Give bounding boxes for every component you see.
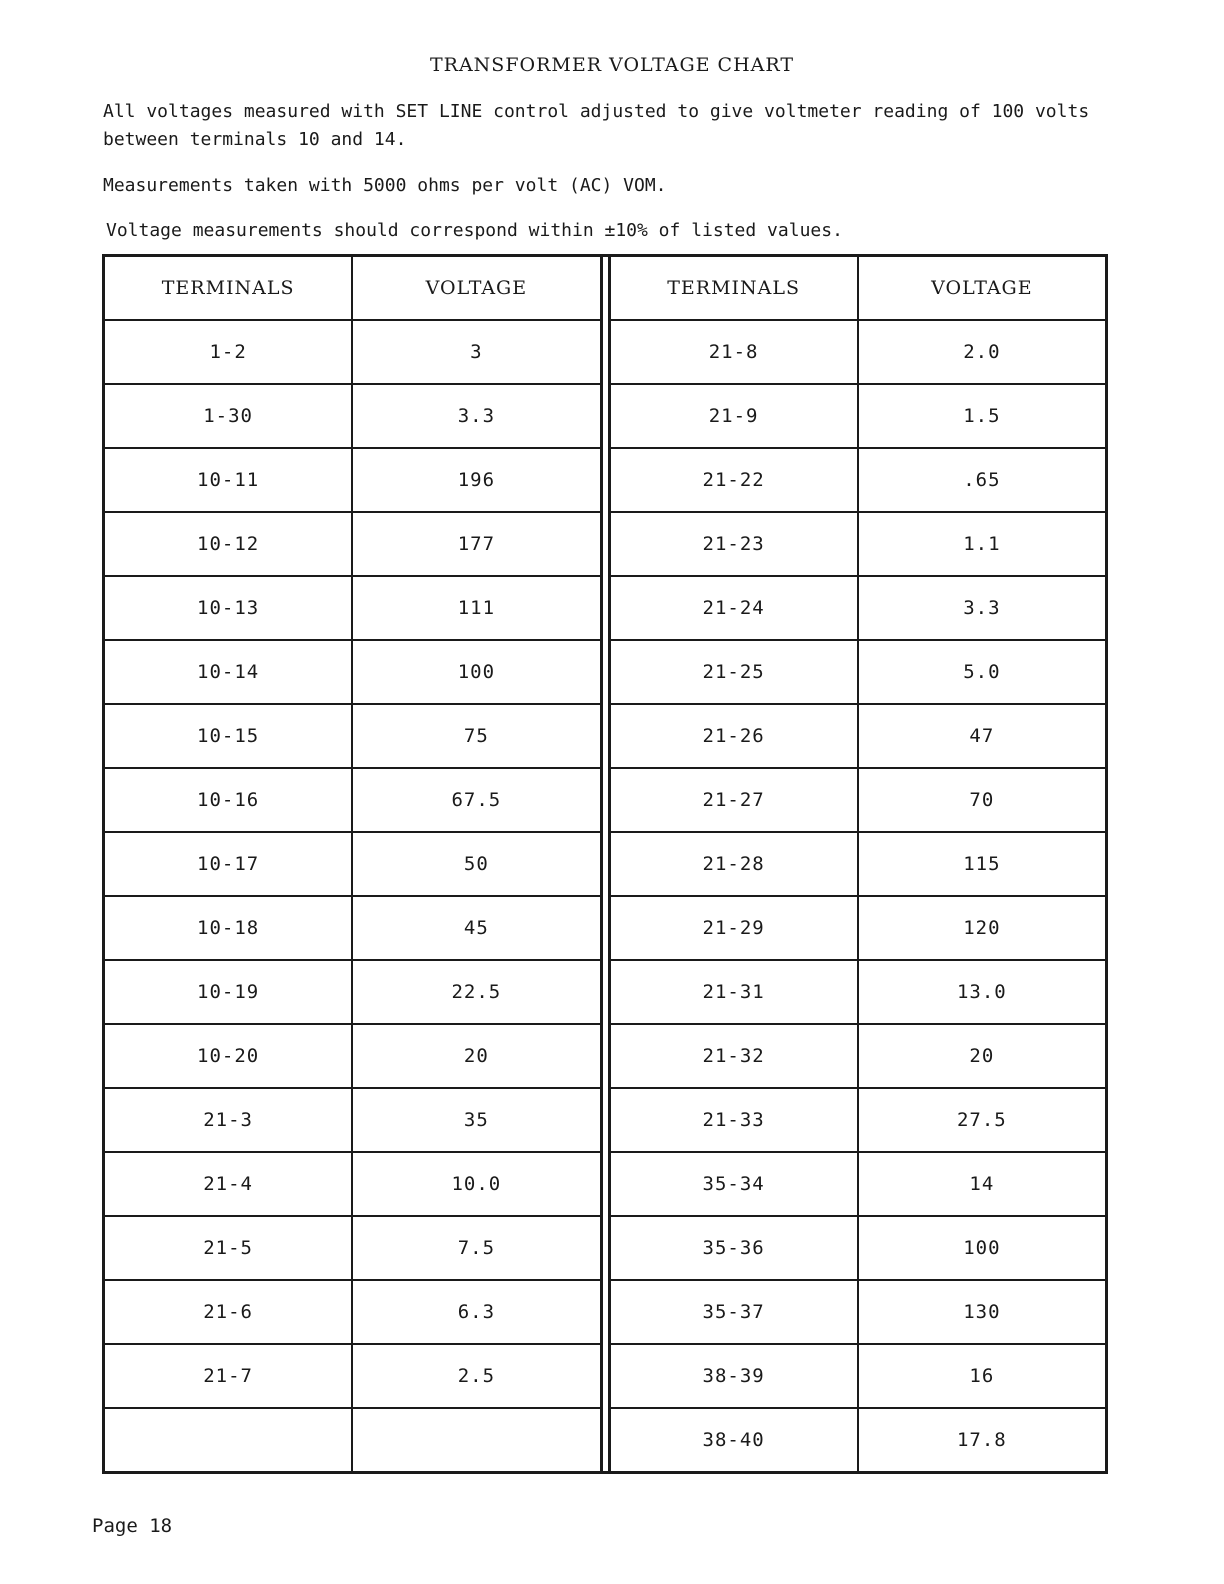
- table-row: [105, 1023, 600, 1087]
- voltage-cell: 120: [857, 897, 1105, 959]
- voltage-cell: 111: [351, 577, 599, 639]
- terminals-cell: 21-7: [203, 1365, 253, 1387]
- voltage-cell: 17.8: [857, 1409, 1105, 1471]
- terminals-cell: 21-8: [708, 341, 759, 363]
- voltage-cell: 115: [857, 833, 1105, 895]
- table-row: [105, 1151, 600, 1215]
- terminals-cell: 38-39: [702, 1365, 765, 1387]
- page-title: TRANSFORMER VOLTAGE CHART: [429, 54, 795, 76]
- voltage-cell: 177: [351, 513, 599, 575]
- voltage-cell: 70: [857, 769, 1105, 831]
- table-row: [105, 383, 600, 447]
- terminals-cell: 21-32: [702, 1045, 765, 1067]
- terminals-cell: 35-37: [702, 1301, 765, 1323]
- terminals-cell: 10-13: [197, 597, 260, 619]
- table-row: [611, 831, 1106, 895]
- table-row: [611, 1343, 1106, 1407]
- terminals-cell: 38-40: [702, 1429, 765, 1451]
- header-voltage: VOLTAGE: [351, 257, 599, 319]
- voltage-cell: 47: [857, 705, 1105, 767]
- terminals-cell: 21-22: [702, 469, 765, 491]
- table-row: [105, 1279, 600, 1343]
- intro-paragraph-tolerance: Voltage measurements should correspond within ±10% of listed values.: [106, 220, 843, 241]
- voltage-cell: 16: [857, 1345, 1105, 1407]
- terminals-cell: [105, 1409, 351, 1471]
- table-row: [105, 1343, 600, 1407]
- table-row: [611, 767, 1106, 831]
- terminals-cell: 35-34: [702, 1173, 765, 1195]
- terminals-cell: 21-3: [203, 1109, 253, 1131]
- voltage-cell: 5.0: [857, 641, 1105, 703]
- voltage-cell: 3.3: [351, 385, 599, 447]
- table-row: [611, 1215, 1106, 1279]
- terminals-cell: 21-26: [702, 725, 765, 747]
- terminals-cell: 21-9: [708, 405, 759, 427]
- table-row: [611, 1279, 1106, 1343]
- voltage-cell: 7.5: [351, 1217, 599, 1279]
- table-row: [611, 1087, 1106, 1151]
- terminals-cell: 21-4: [203, 1173, 253, 1195]
- table-row: [105, 895, 600, 959]
- terminals-cell: 21-24: [702, 597, 765, 619]
- terminals-cell: 21-29: [702, 917, 765, 939]
- voltage-cell: 100: [857, 1217, 1105, 1279]
- table-row: [105, 767, 600, 831]
- table-header-row: [105, 257, 600, 319]
- voltage-cell: 14: [857, 1153, 1105, 1215]
- voltage-cell: 2.0: [857, 321, 1105, 383]
- terminals-cell: 35-36: [702, 1237, 765, 1259]
- table-row: [611, 383, 1106, 447]
- voltage-cell: 1.5: [857, 385, 1105, 447]
- voltage-cell: 27.5: [857, 1089, 1105, 1151]
- terminals-cell: 10-15: [197, 725, 260, 747]
- voltage-cell: 45: [351, 897, 599, 959]
- terminals-cell: 1-30: [203, 405, 253, 427]
- voltage-table-left-half: [105, 257, 603, 1471]
- table-row: [105, 1087, 600, 1151]
- voltage-cell: 10.0: [351, 1153, 599, 1215]
- table-row: [105, 831, 600, 895]
- terminals-cell: 10-20: [197, 1045, 260, 1067]
- table-row: [611, 511, 1106, 575]
- voltage-cell: 3.3: [857, 577, 1105, 639]
- table-row: [611, 1023, 1106, 1087]
- terminals-cell: 21-23: [702, 533, 765, 555]
- header-terminals: TERMINALS: [161, 277, 295, 299]
- voltage-cell: 50: [351, 833, 599, 895]
- voltage-table: [102, 254, 1108, 1474]
- voltage-cell: 75: [351, 705, 599, 767]
- voltage-table-right-half: [608, 257, 1106, 1471]
- intro-paragraph-vom: Measurements taken with 5000 ohms per volt (AC) VOM.: [103, 175, 667, 196]
- table-row: [105, 703, 600, 767]
- voltage-cell: 3: [351, 321, 599, 383]
- table-row: [611, 895, 1106, 959]
- voltage-cell: 2.5: [351, 1345, 599, 1407]
- table-row: [105, 1215, 600, 1279]
- voltage-cell: 67.5: [351, 769, 599, 831]
- table-header-row: [611, 257, 1106, 319]
- table-row: [611, 703, 1106, 767]
- voltage-cell: 20: [351, 1025, 599, 1087]
- voltage-cell: 100: [351, 641, 599, 703]
- table-row: [105, 511, 600, 575]
- voltage-cell: 6.3: [351, 1281, 599, 1343]
- table-row: [611, 1407, 1106, 1471]
- terminals-cell: 10-11: [197, 469, 260, 491]
- terminals-cell: 1-2: [209, 341, 247, 363]
- table-row: [611, 447, 1106, 511]
- terminals-cell: 10-18: [197, 917, 260, 939]
- terminals-cell: 21-28: [702, 853, 765, 875]
- table-row: [611, 639, 1106, 703]
- terminals-cell: 10-16: [197, 789, 260, 811]
- table-row: [105, 575, 600, 639]
- voltage-cell: .65: [857, 449, 1105, 511]
- terminals-cell: 10-14: [197, 661, 260, 683]
- voltage-cell: 196: [351, 449, 599, 511]
- terminals-cell: 21-5: [203, 1237, 253, 1259]
- table-row: [105, 1407, 600, 1471]
- table-row: [105, 447, 600, 511]
- table-row: [105, 319, 600, 383]
- voltage-cell: [351, 1409, 599, 1471]
- table-row: [611, 319, 1106, 383]
- table-row: [105, 639, 600, 703]
- terminals-cell: 21-31: [702, 981, 765, 1003]
- terminals-cell: 10-19: [197, 981, 260, 1003]
- table-row: [611, 575, 1106, 639]
- intro-paragraph-measurement: All voltages measured with SET LINE control adjusted to give voltmeter reading of 100 volts between terminals 10 and 14.: [103, 101, 1090, 150]
- terminals-cell: 10-12: [197, 533, 260, 555]
- page-number: Page 18: [92, 1515, 173, 1537]
- terminals-cell: 21-6: [203, 1301, 253, 1323]
- voltage-cell: 13.0: [857, 961, 1105, 1023]
- header-terminals: TERMINALS: [667, 277, 801, 299]
- terminals-cell: 10-17: [197, 853, 260, 875]
- voltage-cell: 1.1: [857, 513, 1105, 575]
- table-row: [105, 959, 600, 1023]
- terminals-cell: 21-33: [702, 1109, 765, 1131]
- terminals-cell: 21-25: [702, 661, 765, 683]
- voltage-cell: 20: [857, 1025, 1105, 1087]
- terminals-cell: 21-27: [702, 789, 765, 811]
- table-row: [611, 959, 1106, 1023]
- voltage-cell: 22.5: [351, 961, 599, 1023]
- voltage-cell: 35: [351, 1089, 599, 1151]
- table-row: [611, 1151, 1106, 1215]
- header-voltage: VOLTAGE: [857, 257, 1105, 319]
- voltage-cell: 130: [857, 1281, 1105, 1343]
